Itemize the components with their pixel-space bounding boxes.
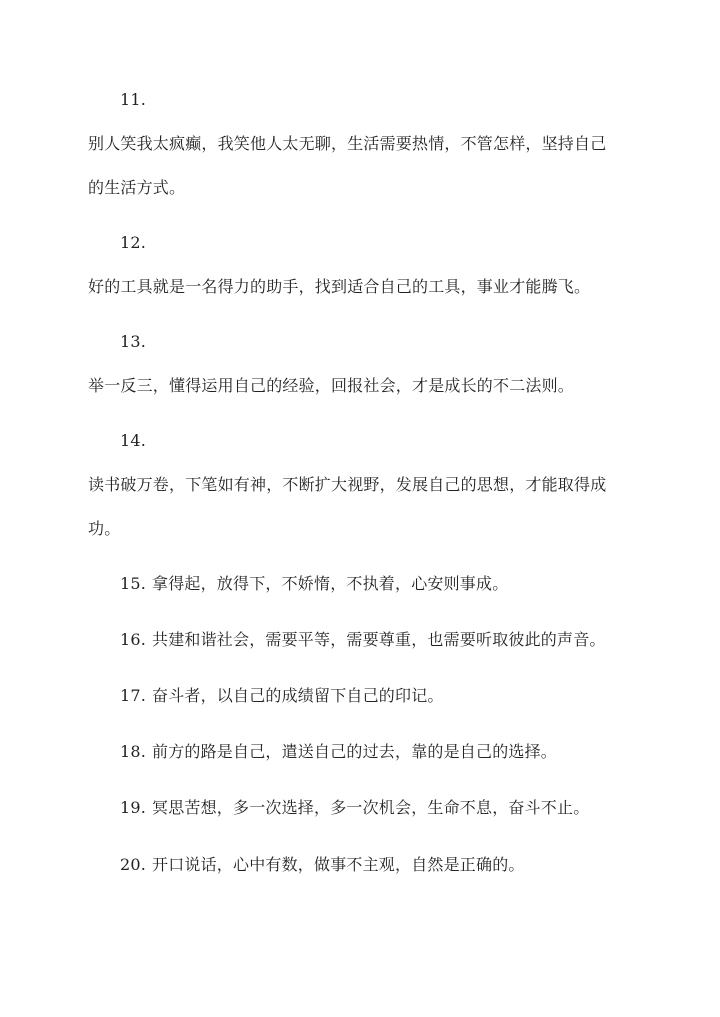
item-text-line: 读书破万卷，下笔如有神，不断扩大视野，发展自己的思想，才能取得成 [88,475,607,494]
list-item [120,798,589,818]
item-text: 共建和谐社会，需要平等，需要尊重，也需要听取彼此的声音。 [152,630,606,649]
item-number: 17. [120,686,147,705]
item-text-line: 别人笑我太疯癫，我笑他人太无聊，生活需要热情，不管怎样，坚持自己 [88,134,607,153]
item-text-line: 好的工具就是一名得力的助手，找到适合自己的工具，事业才能腾飞。 [88,277,591,296]
item-text-line: 功。 [88,519,121,538]
item-number: 20. [120,855,147,874]
item-text: 奋斗者，以自己的成绩留下自己的印记。 [152,686,444,705]
list-item [120,686,444,706]
item-text: 开口说话，心中有数，做事不主观，自然是正确的。 [152,855,525,874]
item-text: 冥思苦想，多一次选择，多一次机会，生命不息，奋斗不止。 [152,798,590,817]
list-item [120,630,606,650]
item-text-line: 的生活方式。 [88,178,186,197]
item-number: 14. [120,431,147,450]
item-number: 15. [120,574,147,593]
item-number: 13. [120,332,147,351]
item-number: 19. [120,798,147,817]
list-item [120,855,525,875]
item-number: 18. [120,742,147,761]
list-item [120,742,557,762]
item-text: 拿得起，放得下，不娇惰，不执着，心安则事成。 [152,574,509,593]
item-number: 16. [120,630,147,649]
item-text: 前方的路是自己，遣送自己的过去，靠的是自己的选择。 [152,742,558,761]
item-number: 12. [120,233,147,252]
item-text-line: 举一反三，懂得运用自己的经验，回报社会，才是成长的不二法则。 [88,376,575,395]
list-item [120,574,508,594]
item-number: 11. [120,90,147,109]
